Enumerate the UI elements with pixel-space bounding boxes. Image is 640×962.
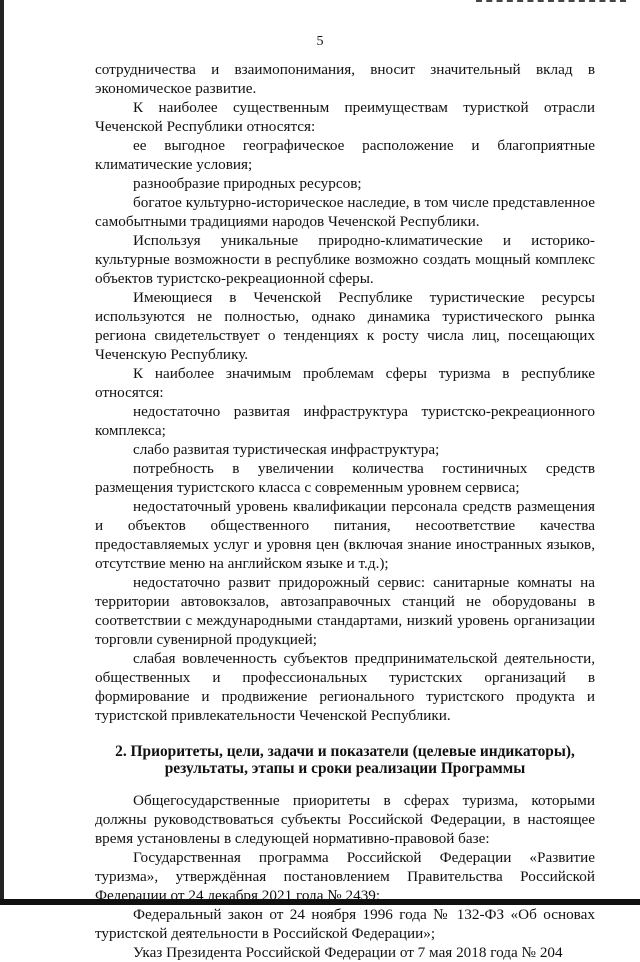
section-heading: 2. Приоритеты, цели, задачи и показатели (целевые индикаторы), результаты, этапы и сроки реализации Программы [115, 743, 575, 777]
paragraph: потребность в увеличении количества гостиничных средств размещения туристского класса с современным уровнем сервиса; [95, 460, 595, 496]
paragraph: Общегосударственные приоритеты в сферах туризма, которыми должны руководствоваться субъекты Российской Федерации, в настоящее время установлены в следующей нормативно-правовой базе: [95, 792, 595, 847]
scan-edge-left [0, 0, 4, 905]
paragraph: слабо развитая туристическая инфраструктура; [133, 441, 440, 458]
paragraph: недостаточно развитая инфраструктура туристско-рекреационного комплекса; [95, 403, 595, 439]
paragraph: ее выгодное географическое расположение и благоприятные климатические условия; [95, 137, 595, 173]
paragraph: К наиболее существенным преимуществам туристкой отрасли Чеченской Республики относятся: [95, 99, 595, 135]
document-body [95, 60, 595, 962]
paragraph: Имеющиеся в Чеченской Республике туристические ресурсы используются не полностью, однако динамика туристического рынка региона свидетельствует о тенденциях к росту числа лиц, посещающих Чеченскую Республику. [95, 289, 595, 363]
paragraph: Используя уникальные природно-климатические и историко-культурные возможности в республике возможно создать мощный комплекс объектов туристско-рекреационной сферы. [95, 232, 595, 287]
paragraph: Федеральный закон от 24 ноября 1996 года № 132-ФЗ «Об основах туристской деятельности в Российской Федерации»; [95, 906, 595, 942]
paragraph: разнообразие природных ресурсов; [133, 175, 362, 192]
paragraph: слабая вовлеченность субъектов предпринимательской деятельности, общественных и профессиональных туристских организаций в формирование и продвижение регионального туристского продукта и туристской привлекательности Чеченской Республики. [95, 650, 595, 724]
paragraph: Указ Президента Российской Федерации от 7 мая 2018 года № 204 [133, 944, 563, 961]
paragraph: недостаточно развит придорожный сервис: санитарные комнаты на территории автовокзалов, автозаправочных станций не оборудованы в соответствии с международными стандартами, низкий уровень организации торговли сувенирной продукцией; [95, 574, 595, 648]
scan-mark-top [476, 0, 626, 6]
paragraph: сотрудничества и взаимопонимания, вносит значительный вклад в экономическое развитие. [95, 61, 595, 97]
paragraph: богатое культурно-историческое наследие, в том числе представленное самобытными традициями народов Чеченской Республики. [95, 194, 595, 230]
paragraph: Государственная программа Российской Федерации «Развитие туризма», утверждённая постановлением Правительства Российской Федерации от 24 декабря 2021 года № 2439; [95, 849, 595, 904]
page-number: 5 [316, 34, 324, 49]
paragraph: недостаточный уровень квалификации персонала средств размещения и объектов общественного питания, несоответствие качества предоставляемых услуг и уровня цен (включая знание иностранных языков, отсутствие меню на английском языке и т.д.); [95, 498, 595, 572]
paragraph: К наиболее значимым проблемам сферы туризма в республике относятся: [95, 365, 595, 401]
